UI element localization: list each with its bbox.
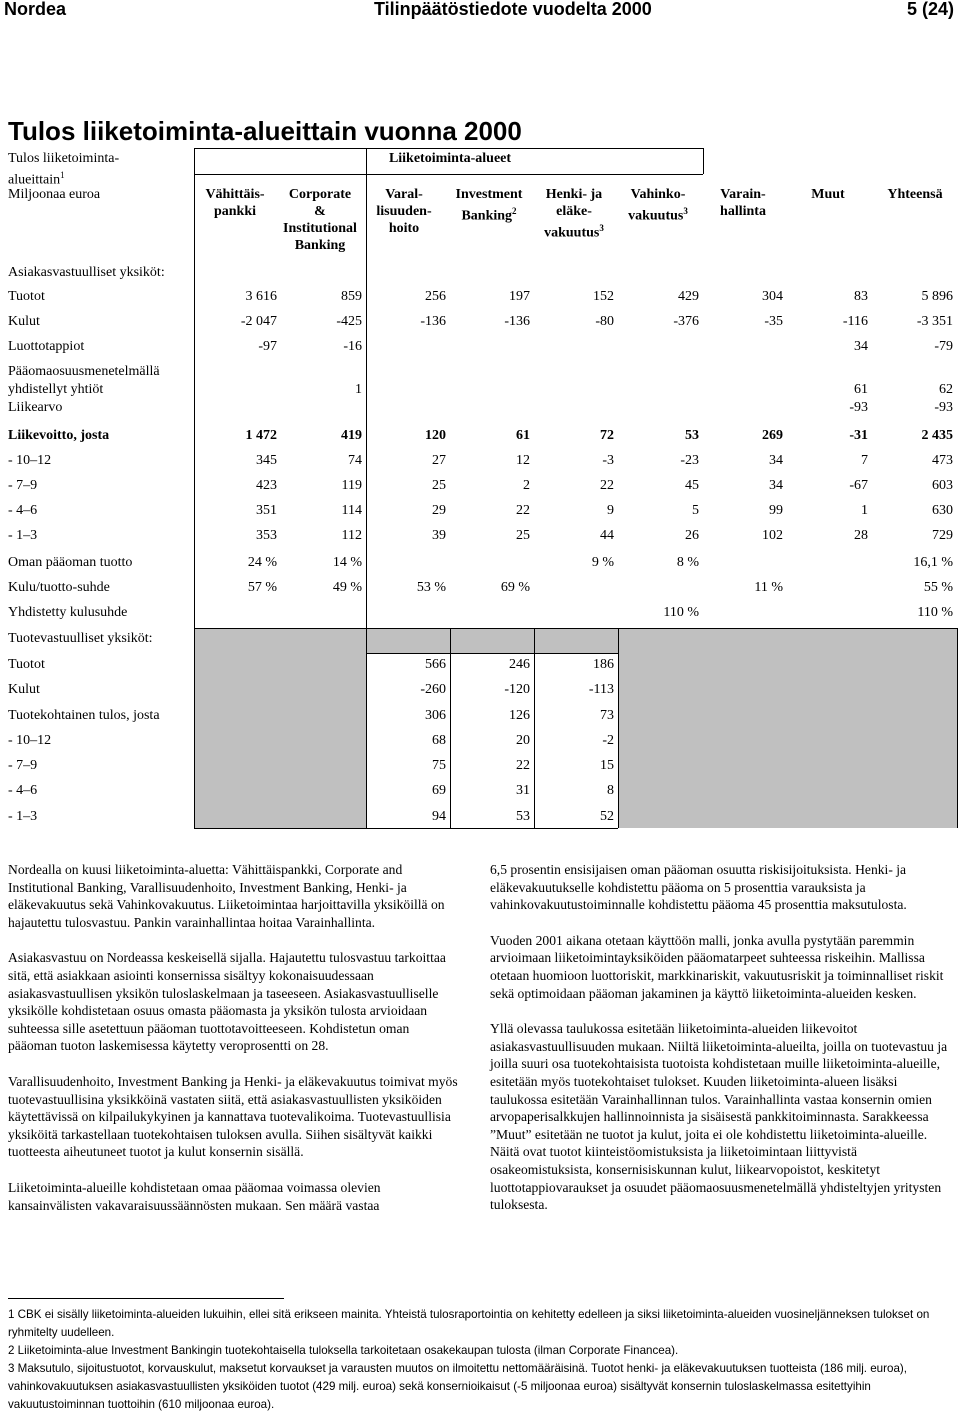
- table-cell: 197: [509, 289, 530, 304]
- table-cell: 53: [685, 428, 699, 443]
- table-cell: -113: [588, 682, 614, 697]
- grid-line: [703, 148, 704, 174]
- table-cell: -425: [336, 314, 362, 329]
- header-title: Tilinpäätöstiedote vuodelta 2000: [374, 0, 652, 19]
- row-label: - 7–9: [8, 478, 38, 493]
- table-cell: 83: [854, 289, 868, 304]
- row-label: - 4–6: [8, 783, 38, 798]
- table-cell: 25: [516, 528, 530, 543]
- table-cell: 28: [854, 528, 868, 543]
- table-cell: 31: [516, 783, 530, 798]
- paragraph: Varallisuudenhoito, Investment Banking ja Henki- ja eläkevakuutus toimivat myös tuotevastuullisina yksikköinä vastaten siitä, että asiakasvastuullisten yksiköiden käytettävissä on kilpailukykyinen ja kannattava tuotevalikoima. Tuotevastuullisia yksiköitä tarkastellaan tuotekohtaisen tuloksen avulla. Siihen sisältyvät kaikki tuotteesta aiheutuneet tuotot ja kulut konsernin sisällä.: [8, 1073, 458, 1160]
- table-cell: 29: [432, 503, 446, 518]
- table-cell: 859: [341, 289, 362, 304]
- paragraph: Yllä olevassa taulukossa esitetään liiketoiminta-alueiden liikevoitot asiakasvastuullisuuden mukaan. Niiltä liiketoiminta-alueilta, joilla on tuotevastuu ja joilla suuri osa tuotekohtaisista tuotoista kohdistetaan muille liiketoiminta-alueille, esitetään myös tuotekohtaiset tulokset. Kuuden liiketoiminta-alueen lisäksi taulukossa esitetään Varainhallinnan tulos. Varainhallinta vastaa konsernin omien arvopaperisalkkujen hallinnoinnista ja sisäisestä pankkitoiminnasta. Sarakkeessa ”Muut” esitetään ne tuotot ja kulut, joita ei ole kohdistettu liiketoiminta-alueille. Näitä ovat tuotot kiinteistöomistuksista ja liiketoimintaan liittyvistä osakeomistuksista, konsernisiskunnan kulut, liikearvopoistot, keskitetyt luottotappiovaraukset ja osuudet pääomaosuusmenetelmällä yhdisteltyjen yritysten tuloksesta.: [490, 1021, 948, 1213]
- table-cell: 1 472: [245, 428, 277, 443]
- table-cell: -31: [849, 428, 868, 443]
- table-cell: 69 %: [500, 580, 530, 595]
- row-label: - 4–6: [8, 503, 38, 518]
- table-cell: -2: [602, 733, 614, 748]
- shade-header-row: [194, 628, 957, 653]
- column-header: Henki- ja eläke- vakuutus$^3$: [544, 187, 604, 241]
- table-cell: 62: [939, 382, 953, 397]
- footnote-3: 3 Maksutulo, sijoitustuotot, korvauskulut, maksetut korvaukset ja varausten muutos on ilmoitettu nettomääräisinä. Tuotot henki- ja eläkevakuutuksen tuotteista (186 milj. euroa), vahinkovakuutuksen asiakasvastuullisten yksiköiden tuotot (429 milj. euroa) sekä konsernioikaisut (-5 miljoonaa euroa) sisältyvät konsernin tuloslaskelmassa esitettyihin vakuutustoiminnan tuottoihin (610 miljoonaa euroa).: [8, 1362, 907, 1411]
- row-label: - 7–9: [8, 758, 38, 773]
- table-cell: 473: [932, 453, 953, 468]
- column-header: Muut: [811, 187, 845, 202]
- table-cell: 126: [509, 708, 530, 723]
- table-cell: 34: [769, 453, 783, 468]
- grid-line: [957, 628, 958, 828]
- row-label: Tuotekohtainen tulos, josta: [8, 708, 160, 723]
- table-cell: 49 %: [332, 580, 362, 595]
- shade-left-block: [194, 653, 366, 828]
- table-cell: 61: [854, 382, 868, 397]
- table-cell: 57 %: [247, 580, 277, 595]
- table-cell: 246: [509, 657, 530, 672]
- table-cell: -2 047: [240, 314, 277, 329]
- section-product-units: Tuotevastuulliset yksiköt:: [8, 631, 153, 646]
- column-header: Varal- lisuuden- hoito: [376, 187, 432, 236]
- header-company: Nordea: [4, 0, 67, 19]
- table-cell: 22: [600, 478, 614, 493]
- paragraph: 6,5 prosentin ensisijaisen oman pääoman osuutta riskisijoituksista. Henki- ja eläkevakuutukselle kohdistettu pääoma on 5 prosenttia varauksista ja vahinkovakuutustoiminnalle kohdistettu pääoma 45 prosenttia maksutulosta.: [490, 862, 907, 913]
- table-cell: -16: [343, 339, 362, 354]
- table-cell: 729: [932, 528, 953, 543]
- grid-line: [534, 628, 535, 828]
- table-cell: 603: [932, 478, 953, 493]
- table-cell: 353: [256, 528, 277, 543]
- table-cell: 2 435: [921, 428, 953, 443]
- row-label: Tuotot: [8, 657, 45, 672]
- table-cell: 99: [769, 503, 783, 518]
- table-cell: 26: [685, 528, 699, 543]
- table-cell: -97: [258, 339, 277, 354]
- table-cell: 16,1 %: [913, 555, 953, 570]
- table-cell: 12: [516, 453, 530, 468]
- grid-line: [366, 148, 367, 828]
- table-cell: -116: [842, 314, 868, 329]
- row-label: Kulut: [8, 682, 40, 697]
- table-cell: 34: [854, 339, 868, 354]
- table-cell: 68: [432, 733, 446, 748]
- table-cell: 306: [425, 708, 446, 723]
- table-cell: -136: [420, 314, 446, 329]
- table-cell: -80: [595, 314, 614, 329]
- table-cell: 22: [516, 503, 530, 518]
- table-cell: 566: [425, 657, 446, 672]
- table-cell: 120: [425, 428, 446, 443]
- table-cell: 45: [685, 478, 699, 493]
- page-header: [0, 0, 960, 22]
- table-cell: -3 351: [916, 314, 953, 329]
- table-units: Miljoonaa euroa: [8, 187, 101, 202]
- table-cell: 73: [600, 708, 614, 723]
- row-label: Luottotappiot: [8, 339, 85, 354]
- table-cell: 269: [762, 428, 783, 443]
- table-cell: 152: [593, 289, 614, 304]
- table-cell: 102: [762, 528, 783, 543]
- table-cell: 39: [432, 528, 446, 543]
- table-cell: 14 %: [332, 555, 362, 570]
- grid-line: [450, 628, 451, 828]
- table-cell: 22: [516, 758, 530, 773]
- grid-line: [194, 828, 618, 829]
- grid-line: [618, 628, 619, 828]
- table-cell: -260: [420, 682, 446, 697]
- page-title: Tulos liiketoiminta-alueittain vuonna 2000: [8, 116, 522, 146]
- table-cell: 186: [593, 657, 614, 672]
- table-cell: 112: [341, 528, 362, 543]
- table-cell: 75: [432, 758, 446, 773]
- footnote-rule: [8, 1298, 284, 1299]
- column-header: Investment Banking$^2$: [455, 187, 523, 224]
- section-customer-units: Asiakasvastuulliset yksiköt:: [8, 265, 165, 280]
- table-cell: 7: [861, 453, 868, 468]
- row-label: - 10–12: [8, 453, 52, 468]
- table-cell: 9 %: [591, 555, 614, 570]
- column-header: Corporate & Institutional Banking: [283, 187, 357, 253]
- column-header: Vahinko- vakuutus$^3$: [628, 187, 688, 224]
- table-cell: 25: [432, 478, 446, 493]
- table-cell: 304: [762, 289, 783, 304]
- table-cell: 256: [425, 289, 446, 304]
- table-cell: 44: [600, 528, 614, 543]
- table-cell: 24 %: [247, 555, 277, 570]
- table-cell: 72: [600, 428, 614, 443]
- table-cell: -136: [504, 314, 530, 329]
- row-label: yhdistellyt yhtiöt: [8, 382, 104, 397]
- table-cell: 419: [341, 428, 362, 443]
- column-header: Varain- hallinta: [720, 187, 766, 219]
- grid-line: [194, 174, 703, 175]
- table-cell: 61: [516, 428, 530, 443]
- table-cell: 429: [678, 289, 699, 304]
- row-label: Liikearvo: [8, 400, 63, 415]
- row-label: Tuotot: [8, 289, 45, 304]
- grid-line: [194, 628, 957, 629]
- table-cell: 2: [523, 478, 530, 493]
- table-cell: 3 616: [245, 289, 277, 304]
- paragraph: Vuoden 2001 aikana otetaan käyttöön malli, jonka avulla pystytään paremmin arvioimaan liiketoimintayksiköiden pääomatarpeet suhteessa riskeihin. Mallissa otetaan huomioon luottoriskit, markkinariskit, vakuutusriskit ja toiminnalliset riskit sekä optimoidaan pääoman jakaminen ja käyttö liiketoiminta-alueiden kesken.: [490, 932, 944, 1001]
- table-cell: -376: [673, 314, 699, 329]
- table-cell: 34: [769, 478, 783, 493]
- body-left-column: [8, 861, 460, 1232]
- table-cell: 9: [607, 503, 614, 518]
- column-header: Yhteensä: [887, 187, 943, 202]
- table-cell: 15: [600, 758, 614, 773]
- row-label: - 10–12: [8, 733, 52, 748]
- table-cell: 20: [516, 733, 530, 748]
- paragraph: Liiketoiminta-alueille kohdistetaan omaa pääomaa voimassa olevien kansainvälisten vakavaraisuussäännösten mukaan. Sen määrä vastaa: [8, 1179, 381, 1213]
- table-cell: -120: [504, 682, 530, 697]
- table-cell: 351: [256, 503, 277, 518]
- shade-right-block: [618, 653, 957, 828]
- row-label: Pääomaosuusmenetelmällä: [8, 364, 160, 379]
- footnote-2: 2 Liiketoiminta-alue Investment Bankingin tuotekohtaisella tuloksella tarkoitetaan osakekaupan tulosta (ilman Corporate Financea).: [8, 1344, 679, 1357]
- table-cell: 53 %: [416, 580, 446, 595]
- table-cell: -93: [849, 400, 868, 415]
- column-header: Vähittäis- pankki: [205, 187, 265, 219]
- table-cell: -23: [680, 453, 699, 468]
- footnotes: [8, 1306, 954, 1414]
- footnote-1: 1 CBK ei sisälly liiketoiminta-alueiden lukuihin, ellei sitä erikseen mainita. Yhteistä tulosraportointia on kehitetty edelleen ja siksi liiketoiminta-alueiden vuosineljänneksen tulokset on ryhmitelty uudelleen.: [8, 1308, 930, 1339]
- table-cell: 119: [341, 478, 362, 493]
- row-label: - 1–3: [8, 809, 38, 824]
- table-cell: 5 896: [921, 289, 953, 304]
- table-cell: 8 %: [676, 555, 699, 570]
- grid-line: [194, 148, 195, 828]
- table-cell: 114: [341, 503, 362, 518]
- row-label: Kulut: [8, 314, 40, 329]
- table-cell: 8: [607, 783, 614, 798]
- table-cell: -79: [934, 339, 953, 354]
- grid-line: [366, 653, 618, 654]
- paragraph: Asiakasvastuu on Nordeassa keskeisellä sijalla. Hajautettu tulosvastuu tarkoittaa sitä, että asiakkaan asiointi konsernissa sisältyy kokonaisuudessaan asiakasvastuullisen yksikön tuloslaskelmaan ja taseeseen. Asiakasvastuulliselle yksikölle kohdistetaan osuus omasta pääomasta ja yksikön tulosta arvioidaan suhteessa sille asetettuun pääoman tuottotavoitteeseen. Kohdistetun oman pääoman tuoton laskemisessa käytetty veroprosentti on 28.: [8, 950, 446, 1054]
- header-page-number: 5 (24): [906, 0, 954, 19]
- table-cell: 110 %: [917, 605, 953, 620]
- group-header: Liiketoiminta-alueet: [388, 151, 512, 166]
- table-cell: -3: [602, 453, 614, 468]
- table-cell: 94: [432, 809, 446, 824]
- row-label: Oman pääoman tuotto: [8, 555, 133, 570]
- table-cell: -35: [764, 314, 783, 329]
- table-cell: 1: [861, 503, 868, 518]
- table-caption: Tulos liiketoiminta- alueittain$^1$: [8, 151, 120, 188]
- table-cell: 69: [432, 783, 446, 798]
- table-cell: 110 %: [663, 605, 699, 620]
- table-cell: -93: [934, 400, 953, 415]
- table-cell: 74: [348, 453, 362, 468]
- table-cell: 27: [432, 453, 446, 468]
- table-cell: 52: [600, 809, 614, 824]
- table-cell: 53: [516, 809, 530, 824]
- table-cell: 11 %: [754, 580, 783, 595]
- row-label: Kulu/tuotto-suhde: [8, 580, 110, 595]
- table-cell: 1: [355, 382, 362, 397]
- grid-line: [194, 148, 703, 149]
- table-cell: 423: [256, 478, 277, 493]
- row-label: - 1–3: [8, 528, 38, 543]
- table-cell: -67: [849, 478, 868, 493]
- row-label: Yhdistetty kulusuhde: [8, 605, 128, 620]
- table-cell: 630: [932, 503, 953, 518]
- table-cell: 55 %: [923, 580, 953, 595]
- row-label: Liikevoitto, josta: [8, 428, 110, 443]
- paragraph: Nordealla on kuusi liiketoiminta-aluetta: Vähittäispankki, Corporate and Institutional Banking, Varallisuudenhoito, Investment Banking, Henki- ja eläkevakuutus sekä Vahinkovakuutus. Liiketoimintaa harjoittavilla yksiköillä on hajautettu tulosvastuu. Pankin varainhallintaa hoitaa Varainhallinta.: [8, 862, 445, 930]
- body-right-column: [490, 861, 952, 1232]
- table-cell: 5: [692, 503, 699, 518]
- table-cell: 345: [256, 453, 277, 468]
